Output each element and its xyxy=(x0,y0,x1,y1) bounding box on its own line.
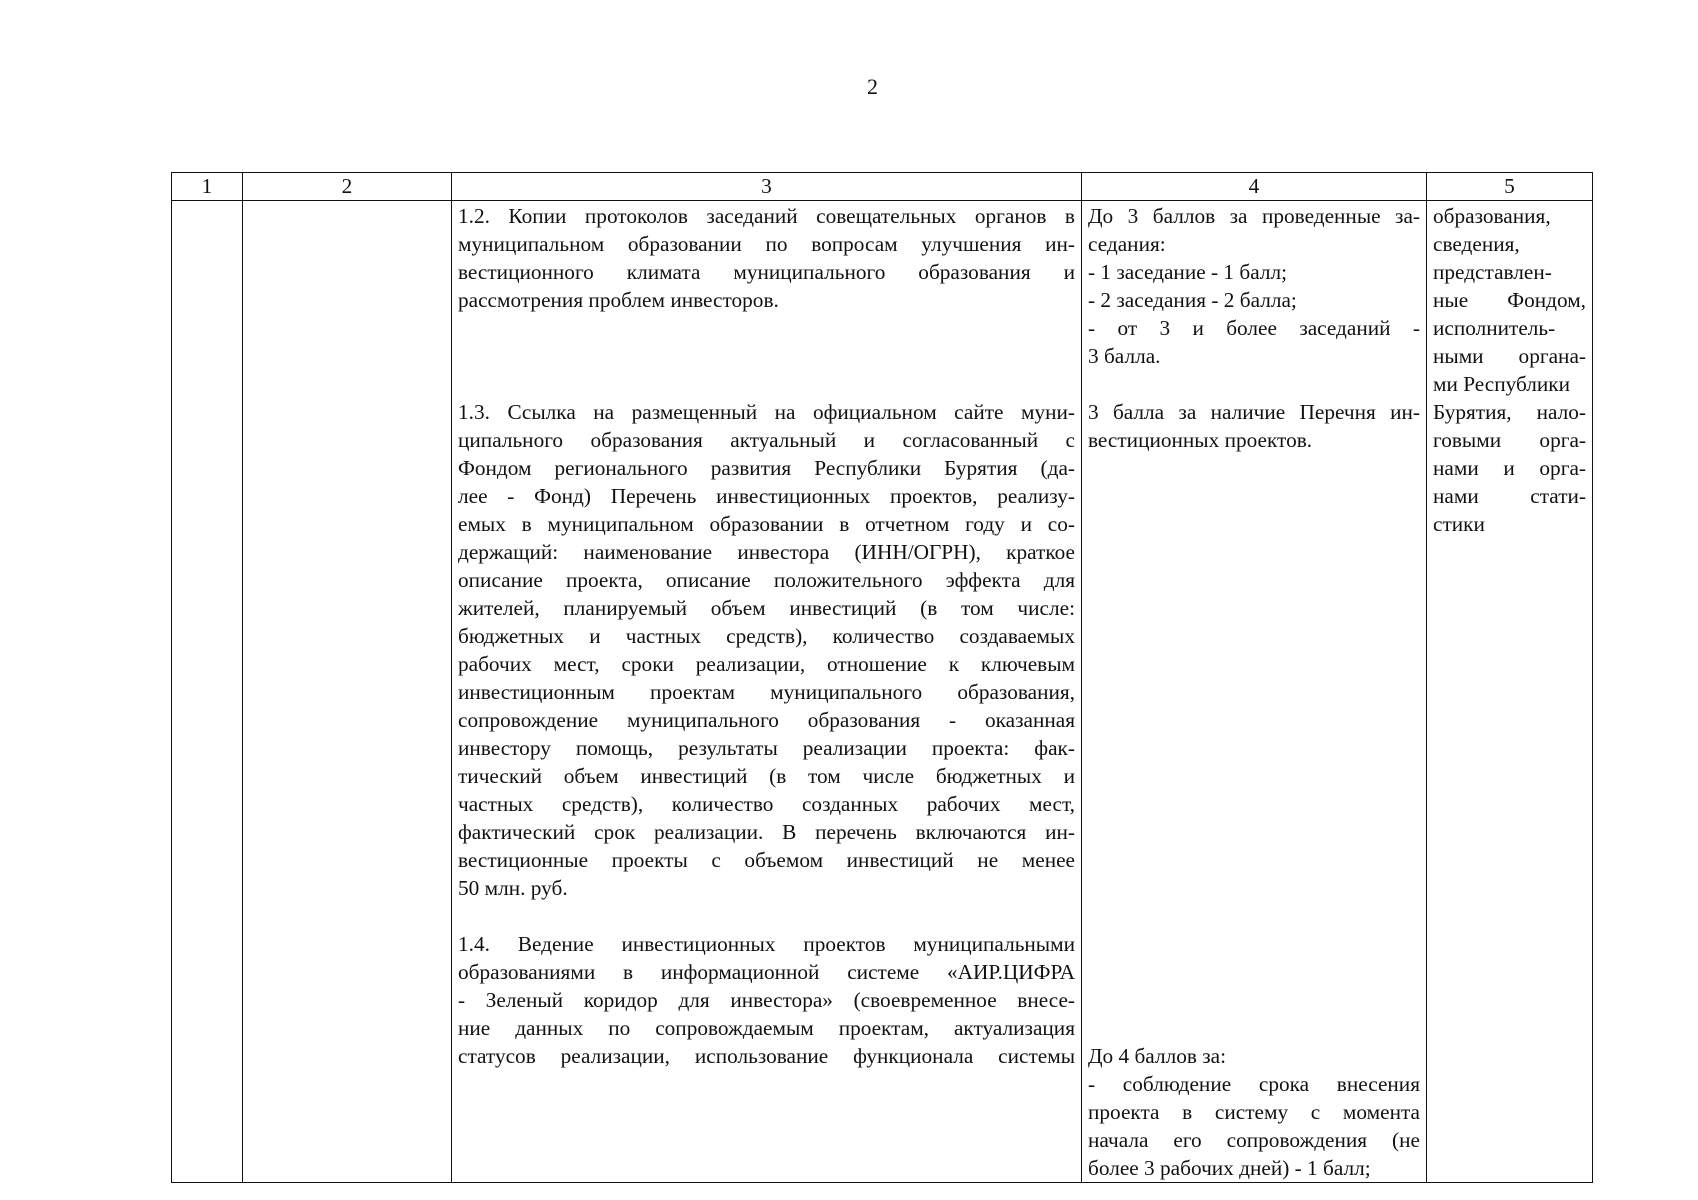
text-line: представлен- xyxy=(1433,260,1552,284)
text-line: рабочих мест, сроки реализации, отношение к ключевым xyxy=(458,652,1075,676)
text-line: - 2 заседания - 2 балла; xyxy=(1088,288,1297,312)
text-line: тический объем инвестиций (в том числе бюджетных и xyxy=(458,764,1075,788)
criteria-table xyxy=(171,172,1593,1183)
cell-col3 xyxy=(452,201,1082,1183)
column-header-2: 2 xyxy=(243,173,452,201)
text-line: - Зеленый коридор для инвестора» (своевременное внесе- xyxy=(458,988,1075,1012)
text-line: 1.3. Ссылка на размещенный на официальном сайте муни- xyxy=(458,400,1075,424)
cell-col1 xyxy=(172,201,243,1183)
page-number: 2 xyxy=(867,74,878,99)
text-line: проекта в систему с момента xyxy=(1088,1100,1420,1124)
text-line: исполнитель- xyxy=(1433,316,1556,340)
text-line: ми Республики xyxy=(1433,372,1571,396)
text-line: ципального образования актуальный и согласованный с xyxy=(458,428,1075,452)
text-line: ными органа- xyxy=(1433,344,1586,368)
text-line: 1.2. Копии протоколов заседаний совещательных органов в xyxy=(458,204,1075,228)
text-line: нами и орга- xyxy=(1433,456,1586,480)
text-line: До 3 баллов за проведенные за- xyxy=(1088,204,1420,228)
item-1-2-score xyxy=(1088,202,1420,370)
text-line: более 3 рабочих дней) - 1 балл; xyxy=(1088,1156,1371,1180)
text-line: муниципальном образовании по вопросам улучшения ин- xyxy=(458,232,1075,256)
text-line: инвестиционным проектам муниципального образования, xyxy=(458,680,1075,704)
column-header-4: 4 xyxy=(1082,173,1427,201)
text-line: бюджетных и частных средств), количество создаваемых xyxy=(458,624,1075,648)
text-line: вестиционных проектов. xyxy=(1088,428,1313,452)
text-line: частных средств), количество созданных рабочих мест, xyxy=(458,792,1075,816)
text-line: ные Фондом, xyxy=(1433,288,1586,312)
text-line: жителей, планируемый объем инвестиций (в том числе: xyxy=(458,596,1075,620)
item-1-4-score xyxy=(1088,1042,1420,1182)
text-line: лее - Фонд) Перечень инвестиционных проектов, реализу- xyxy=(458,484,1075,508)
text-line: 3 балла. xyxy=(1088,344,1161,368)
text-line: стики xyxy=(1433,512,1485,536)
text-line: 50 млн. руб. xyxy=(458,876,568,900)
text-line: рассмотрения проблем инвесторов. xyxy=(458,288,779,312)
text-line: - 1 заседание - 1 балл; xyxy=(1088,260,1288,284)
column-header-5: 5 xyxy=(1427,173,1593,201)
text-line: вестиционные проекты с объемом инвестиций не менее xyxy=(458,848,1075,872)
text-line: Бурятия, нало- xyxy=(1433,400,1586,424)
text-line: До 4 баллов за: xyxy=(1088,1044,1227,1068)
item-1-4-text xyxy=(458,930,1075,1070)
column-header-1: 1 xyxy=(172,173,243,201)
text-line: седания: xyxy=(1088,232,1166,256)
text-line: инвестору помощь, результаты реализации проекта: фак- xyxy=(458,736,1075,760)
text-line: емых в муниципальном образовании в отчетном году и со- xyxy=(458,512,1075,536)
text-line: описание проекта, описание положительного эффекта для xyxy=(458,568,1075,592)
text-line: держащий: наименование инвестора (ИНН/ОГРН), краткое xyxy=(458,540,1075,564)
text-line: статусов реализации, использование функционала системы xyxy=(458,1044,1075,1068)
cell-col4 xyxy=(1082,201,1427,1183)
text-line: образования, xyxy=(1433,204,1551,228)
item-1-3-text xyxy=(458,398,1075,902)
paragraph-spacer xyxy=(458,342,1075,398)
table-row xyxy=(172,201,1593,1183)
cell-col2 xyxy=(243,201,452,1183)
column-header-3: 3 xyxy=(452,173,1082,201)
text-line: ние данных по сопровождаемым проектам, актуализация xyxy=(458,1016,1075,1040)
text-line: - от 3 и более заседаний - xyxy=(1088,316,1420,340)
text-line: вестиционного климата муниципального образования и xyxy=(458,260,1075,284)
item-1-3-score xyxy=(1088,398,1420,1042)
text-line: нами стати- xyxy=(1433,484,1586,508)
text-line: говыми орга- xyxy=(1433,428,1586,452)
text-line: сопровождение муниципального образования - оказанная xyxy=(458,708,1075,732)
text-line: 3 балла за наличие Перечня ин- xyxy=(1088,400,1420,424)
text-line: фактический срок реализации. В перечень включаются ин- xyxy=(458,820,1075,844)
table-header-row xyxy=(172,173,1593,201)
text-line: начала его сопровождения (не xyxy=(1088,1128,1420,1152)
text-line: образованиями в информационной системе «АИР.ЦИФРА xyxy=(458,960,1075,984)
text-line: 1.4. Ведение инвестиционных проектов муниципальными xyxy=(458,932,1075,956)
data-source-text xyxy=(1433,202,1586,538)
text-line: сведения, xyxy=(1433,232,1520,256)
item-1-2-text xyxy=(458,202,1075,314)
text-line: - соблюдение срока внесения xyxy=(1088,1072,1420,1096)
cell-col5 xyxy=(1427,201,1593,1183)
text-line: Фондом регионального развития Республики Бурятия (да- xyxy=(458,456,1075,480)
